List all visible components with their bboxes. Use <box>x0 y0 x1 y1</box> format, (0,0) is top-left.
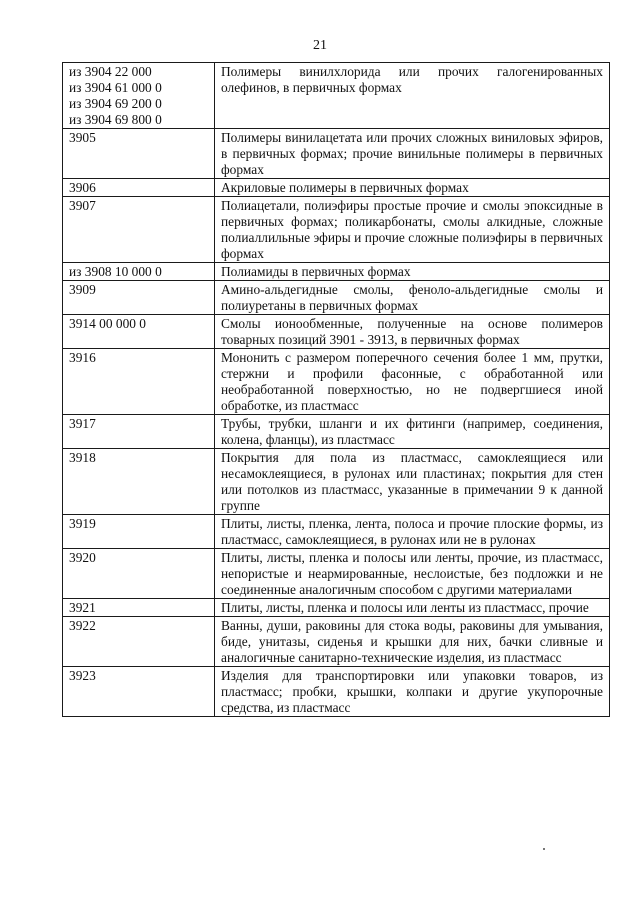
tnved-code: 3920 <box>69 550 96 565</box>
page-number: 21 <box>313 38 327 53</box>
description-cell: Акриловые полимеры в первичных формах <box>215 179 610 197</box>
table-row <box>63 449 610 515</box>
code-cell <box>63 349 215 415</box>
tnved-code: из 3904 69 200 0 <box>69 96 162 111</box>
tnved-code: из 3904 61 000 0 <box>69 80 162 95</box>
code-cell <box>63 599 215 617</box>
table-row <box>63 599 610 617</box>
description-cell: Плиты, листы, пленка и полосы или ленты, прочие, из пластмасс, непористые и неармированные, неслоистые, без подложки и не соединенные аналогичным способом с другими материалами <box>215 549 610 599</box>
table-body <box>63 63 610 717</box>
table-row <box>63 197 610 263</box>
table-row <box>63 667 610 717</box>
code-cell <box>63 281 215 315</box>
table-row <box>63 63 610 129</box>
description-cell: Полиамиды в первичных формах <box>215 263 610 281</box>
code-cell <box>63 415 215 449</box>
tnved-code: 3922 <box>69 618 96 633</box>
tnved-code: 3917 <box>69 416 96 431</box>
code-cell <box>63 179 215 197</box>
table-row <box>63 549 610 599</box>
code-cell <box>63 263 215 281</box>
code-cell <box>63 549 215 599</box>
table-row <box>63 281 610 315</box>
tnved-code: 3918 <box>69 450 96 465</box>
description-cell: Полиацетали, полиэфиры простые прочие и смолы эпоксидные в первичных формах; поликарбонаты, смолы алкидные, сложные полиаллильные эфиры и прочие сложные полиэфиры в первичных формах <box>215 197 610 263</box>
code-cell <box>63 449 215 515</box>
tnved-code: 3909 <box>69 282 96 297</box>
table-row <box>63 349 610 415</box>
scan-speck <box>543 848 545 850</box>
description-cell: Мононить с размером поперечного сечения более 1 мм, прутки, стержни и профили фасонные, с обработанной или необработанной поверхностью, но не подвергшиеся иной обработке, из пластмасс <box>215 349 610 415</box>
tnved-code: 3916 <box>69 350 96 365</box>
table-row <box>63 515 610 549</box>
tnved-code: из 3904 69 800 0 <box>69 112 162 127</box>
table-row <box>63 315 610 349</box>
tariff-code-table <box>62 62 610 717</box>
tnved-code: 3921 <box>69 600 96 615</box>
table-row <box>63 617 610 667</box>
tnved-code: 3923 <box>69 668 96 683</box>
description-cell: Полимеры винилацетата или прочих сложных виниловых эфиров, в первичных формах; прочие винильные полимеры в первичных формах <box>215 129 610 179</box>
description-cell: Изделия для транспортировки или упаковки товаров, из пластмасс; пробки, крышки, колпаки и другие укупорочные средства, из пластмасс <box>215 667 610 717</box>
table-row <box>63 179 610 197</box>
code-cell <box>63 315 215 349</box>
code-cell <box>63 197 215 263</box>
tnved-code: 3905 <box>69 130 96 145</box>
code-cell <box>63 667 215 717</box>
tnved-code: 3919 <box>69 516 96 531</box>
tnved-code: из 3904 22 000 <box>69 64 152 79</box>
tnved-code: 3906 <box>69 180 96 195</box>
description-cell: Плиты, листы, пленка, лента, полоса и прочие плоские формы, из пластмасс, самоклеящиеся, в рулонах или не в рулонах <box>215 515 610 549</box>
description-cell: Плиты, листы, пленка и полосы или ленты из пластмасс, прочие <box>215 599 610 617</box>
description-cell: Смолы ионообменные, полученные на основе полимеров товарных позиций 3901 - 3913, в первичных формах <box>215 315 610 349</box>
code-cell <box>63 63 215 129</box>
tnved-code: 3914 00 000 0 <box>69 316 146 331</box>
description-cell: Амино-альдегидные смолы, феноло-альдегидные смолы и полиуретаны в первичных формах <box>215 281 610 315</box>
description-cell: Покрытия для пола из пластмасс, самоклеящиеся или несамоклеящиеся, в рулонах или пластинах; покрытия для стен или потолков из пластмасс, указанные в примечании 9 к данной группе <box>215 449 610 515</box>
tnved-code: из 3908 10 000 0 <box>69 264 162 279</box>
tnved-code: 3907 <box>69 198 96 213</box>
code-cell <box>63 515 215 549</box>
table-row <box>63 263 610 281</box>
description-cell: Ванны, души, раковины для стока воды, раковины для умывания, биде, унитазы, сиденья и крышки для них, бачки сливные и аналогичные санитарно-технические изделия, из пластмасс <box>215 617 610 667</box>
table-row <box>63 415 610 449</box>
table-row <box>63 129 610 179</box>
code-cell <box>63 129 215 179</box>
description-cell: Трубы, трубки, шланги и их фитинги (например, соединения, колена, фланцы), из пластмасс <box>215 415 610 449</box>
code-cell <box>63 617 215 667</box>
description-cell: Полимеры винилхлорида или прочих галогенированных олефинов, в первичных формах <box>215 63 610 129</box>
